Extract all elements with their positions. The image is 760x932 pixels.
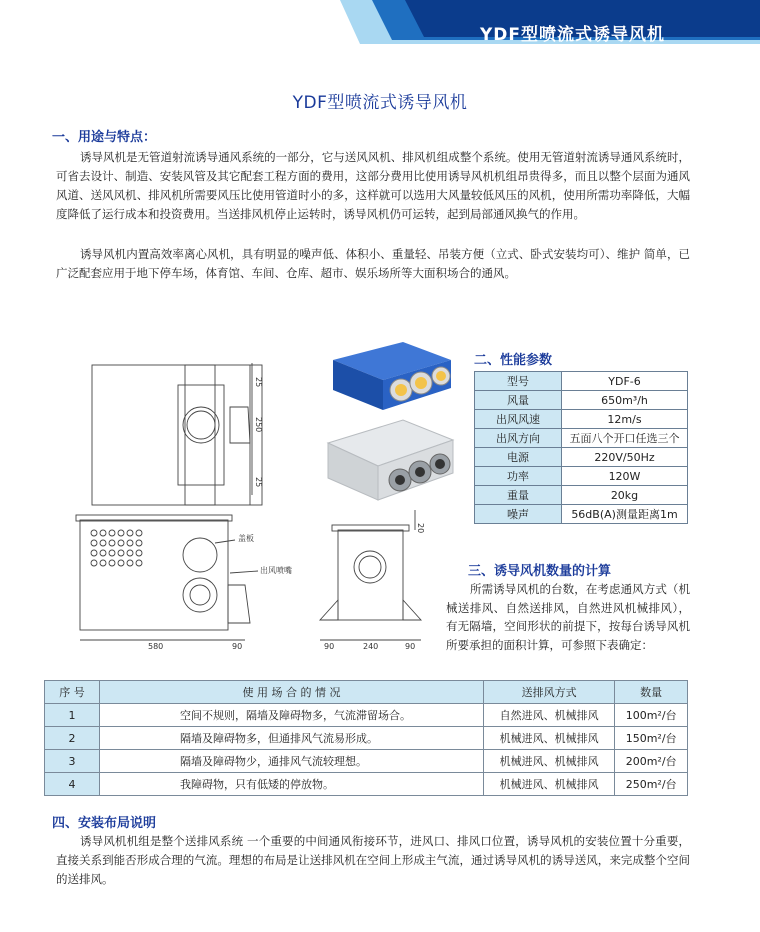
dim-label: 580 bbox=[148, 642, 164, 651]
drawing-vent-holes bbox=[91, 530, 142, 566]
spec-row bbox=[475, 448, 688, 467]
dim-label: 90 bbox=[405, 642, 416, 651]
table-row bbox=[45, 773, 688, 796]
dim-label: 25 bbox=[254, 377, 263, 388]
table-cell-quantity: 100m²/台 bbox=[615, 704, 688, 727]
table-cell-situation: 隔墙及障碍物多，但通排风气流易形成。 bbox=[100, 727, 484, 750]
drawing-side-view-body bbox=[338, 530, 403, 620]
spec-key: 型号 bbox=[475, 372, 562, 391]
spec-value: 五面八个开口任选三个 bbox=[562, 429, 688, 448]
table-row bbox=[45, 750, 688, 773]
table-header: 送排风方式 bbox=[484, 681, 615, 704]
table-cell-method: 机械进风、机械排风 bbox=[484, 727, 615, 750]
section1-heading: 一、用途与特点： bbox=[52, 130, 157, 145]
table-cell-number: 1 bbox=[45, 704, 100, 727]
spec-key: 电源 bbox=[475, 448, 562, 467]
table-cell-number: 2 bbox=[45, 727, 100, 750]
dim-label: 240 bbox=[363, 642, 379, 651]
table-cell-situation: 隔墙及障碍物少，通排风气流较理想。 bbox=[100, 750, 484, 773]
spec-value: 120W bbox=[562, 467, 688, 486]
spec-key: 出风方向 bbox=[475, 429, 562, 448]
spec-row bbox=[475, 467, 688, 486]
section4-paragraph: 诱导风机机组是整个送排风系统 一个重要的中间通风衔接环节，进风口、排风口位置，诱导风机的安装位置十分重要，直接关系到能否形成合理的气流。理想的布局是让送排风机在空间上形成主气流，通过诱导风机的诱导送风，来完成整个空间的送排风。 bbox=[56, 834, 690, 886]
dim-label: 90 bbox=[232, 642, 243, 651]
dim-label: 250 bbox=[254, 417, 263, 433]
product-photo-grey bbox=[318, 418, 458, 503]
spec-key: 重量 bbox=[475, 486, 562, 505]
spec-value: 56dB(A)测量距离1m bbox=[562, 505, 688, 524]
section1-paragraph-1: 诱导风机是无管道射流诱导通风系统的一部分，它与送风风机、排风机组成整个系统。使用无管道射流诱导通风系统时，可省去设计、制造、安装风管及其它配套工程方面的费用，这部分费用比使用诱导风机机组昂贵得多，而且以整个层面为通风风道、送风风机、排风机所需要风压比使用管道时小的多，这样就可以选用大风量较低风压的风机，使用所需功率降低，大幅度降低了运行成本和投资费用。当送排风机停止运转时，诱导风机仍可运转，起到局部通风换气的作用。 bbox=[56, 150, 690, 221]
header-banner bbox=[0, 0, 760, 60]
spec-value: 12m/s bbox=[562, 410, 688, 429]
table-cell-method: 机械进风、机械排风 bbox=[484, 750, 615, 773]
drawing-outlet-circle bbox=[183, 407, 219, 443]
product-photo-blue bbox=[323, 340, 453, 412]
table-header: 序 号 bbox=[45, 681, 100, 704]
spec-value: YDF-6 bbox=[562, 372, 688, 391]
table-cell-situation: 我障碍物，只有低矮的停放物。 bbox=[100, 773, 484, 796]
spec-key: 风量 bbox=[475, 391, 562, 410]
dim-label: 90 bbox=[324, 642, 335, 651]
spec-row bbox=[475, 410, 688, 429]
dim-label: 25 bbox=[254, 477, 263, 488]
quantity-table bbox=[44, 680, 688, 796]
table-cell-quantity: 200m²/台 bbox=[615, 750, 688, 773]
banner-title: YDF型喷流式诱导风机 bbox=[479, 25, 665, 45]
section2-heading: 二、性能参数 bbox=[474, 353, 553, 368]
document-title: YDF型喷流式诱导风机 bbox=[292, 93, 468, 113]
spec-value: 220V/50Hz bbox=[562, 448, 688, 467]
table-cell-number: 4 bbox=[45, 773, 100, 796]
spec-table bbox=[474, 371, 688, 524]
table-cell-method: 自然进风、机械排风 bbox=[484, 704, 615, 727]
spec-row bbox=[475, 505, 688, 524]
spec-row bbox=[475, 429, 688, 448]
section3-heading: 三、诱导风机数量的计算 bbox=[468, 564, 612, 579]
label-outlet-nozzle: 出风喷嘴 bbox=[260, 566, 292, 575]
spec-row bbox=[475, 372, 688, 391]
spec-key: 出风风速 bbox=[475, 410, 562, 429]
table-cell-method: 机械进风、机械排风 bbox=[484, 773, 615, 796]
table-header: 数量 bbox=[615, 681, 688, 704]
spec-key: 功率 bbox=[475, 467, 562, 486]
table-row bbox=[45, 727, 688, 750]
dim-label: 20 bbox=[416, 523, 425, 534]
spec-row bbox=[475, 391, 688, 410]
table-cell-number: 3 bbox=[45, 750, 100, 773]
spec-value: 650m³/h bbox=[562, 391, 688, 410]
spec-key: 噪声 bbox=[475, 505, 562, 524]
drawing-top-view-body bbox=[92, 365, 262, 505]
drawing-front-view-body bbox=[80, 520, 228, 630]
table-cell-situation: 空间不规则，隔墙及障碍物多，气流滞留场合。 bbox=[100, 704, 484, 727]
table-row bbox=[45, 704, 688, 727]
section1-paragraph-2: 诱导风机内置高效率离心风机，具有明显的噪声低、体积小、重量轻、吊装方便（立式、卧式安装均可）、维护 简单，已广泛配套应用于地下停车场，体育馆、车间、仓库、超市、娱乐场所等大面积场合的通风。 bbox=[56, 247, 690, 280]
table-cell-quantity: 150m²/台 bbox=[615, 727, 688, 750]
section3-paragraph: 所需诱导风机的台数，在考虑通风方式（机械送排风、自然送排风，自然进风机械排风），有无隔墙，空间形状的前提下，按每台诱导风机所要承担的面积计算，可参照下表确定： bbox=[446, 582, 690, 652]
table-cell-quantity: 250m²/台 bbox=[615, 773, 688, 796]
spec-row bbox=[475, 486, 688, 505]
section4-heading: 四、安装布局说明 bbox=[52, 816, 157, 831]
spec-value: 20kg bbox=[562, 486, 688, 505]
label-cover: 盖板 bbox=[238, 534, 254, 543]
table-header: 使 用 场 合 的 情 况 bbox=[100, 681, 484, 704]
table-header-row bbox=[45, 681, 688, 704]
